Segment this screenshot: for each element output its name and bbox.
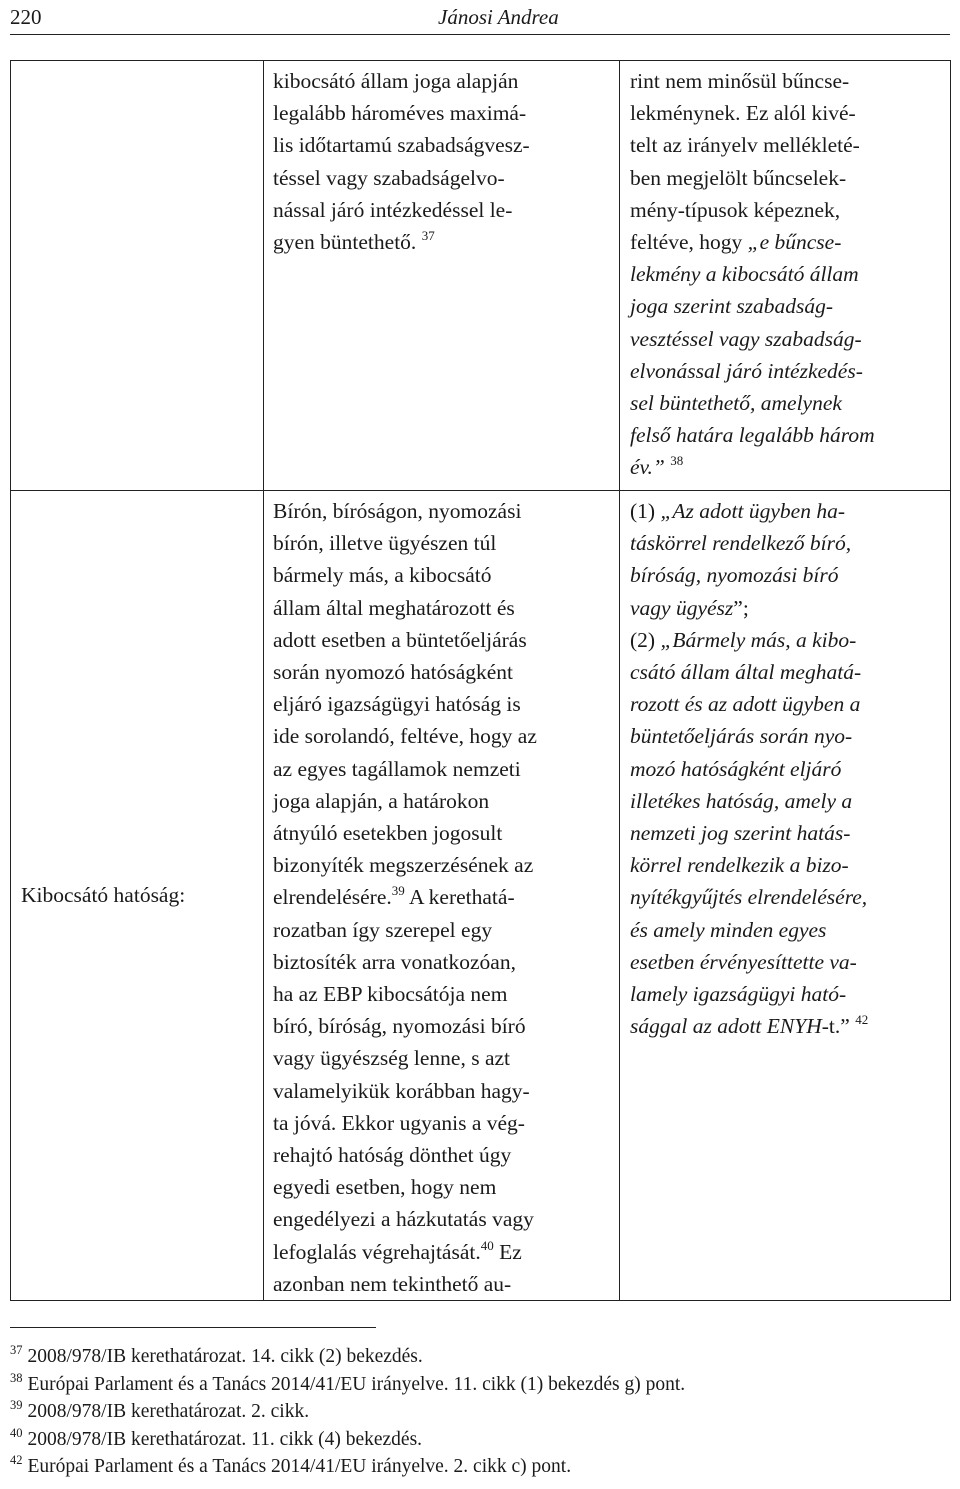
text-line: büntetőeljárás során nyo- [630, 724, 853, 749]
comparison-table [10, 60, 951, 1301]
footnote [10, 1398, 950, 1426]
text-line: csátó állam által meghatá- [630, 660, 862, 685]
text-line: egyedi esetben, hogy nem [273, 1175, 497, 1200]
text-line: mény-típusok képeznek, [630, 197, 841, 222]
text-line: esetben érvényesíttette va- [630, 949, 857, 974]
footnote-text: Európai Parlament és a Tanács 2014/41/EU irányelve. 2. cikk c) pont. [27, 1456, 572, 1478]
page-number: 220 [10, 5, 42, 29]
text-line: Bírón, bíróságon, nyomozási [273, 499, 522, 523]
label-cell [11, 491, 264, 1301]
table-row [11, 491, 951, 1301]
text-line: táskörrel rendelkező bíró, [630, 531, 852, 556]
text-line: nással járó intézkedéssel le- [273, 197, 513, 222]
running-head-author: Jánosi Andrea [438, 5, 559, 29]
text-line: telt az irányelv mellékleté- [630, 133, 860, 158]
text-line: és amely minden egyes [630, 917, 827, 942]
text-line: bíróság, nyomozási bíró [630, 563, 839, 588]
text-line: adott esetben a büntetőeljárás [273, 627, 527, 652]
text-line: rint nem minősül bűncse- [630, 69, 850, 93]
text-line: bizonyíték megszerzésének az [273, 853, 534, 878]
text-line: eljáró igazságügyi hatóság is [273, 692, 521, 717]
footnote-number: 40 [10, 1425, 23, 1440]
text-line: ben megjelölt bűncselek- [630, 165, 847, 190]
table-row [11, 61, 951, 491]
text-line: ta jóvá. Ekkor ugyanis a vég- [273, 1110, 525, 1135]
text-line: azonban nem tekinthető au- [273, 1271, 512, 1296]
text-line: (2) „Bármely más, a kibo- [630, 627, 857, 652]
text-line: vesztéssel vagy szabadság- [630, 326, 862, 351]
text-line: illetékes hatóság, amely a [630, 788, 853, 813]
label-cell-empty [11, 61, 264, 491]
text-line: gyen büntethető. $^{37}$ [273, 228, 435, 255]
footnote-text: 2008/978/IB kerethatározat. 11. cikk (4) bekezdés. [27, 1428, 423, 1450]
text-line: sággal az adott ENYH-t.” $^{42}$ [630, 1012, 869, 1039]
text-line: téssel vagy szabadságelvo- [273, 165, 505, 190]
text-line: bírón, illetve ügyészen túl [273, 531, 497, 556]
text-line: felső határa legalább három [630, 423, 875, 448]
footnote-ref[interactable]: 39 [391, 883, 405, 899]
text-line: az egyes tagállamok nemzeti [273, 756, 521, 781]
text-line: vagy ügyészség lenne, s azt [273, 1046, 511, 1071]
text-line: rozatban így szerepel egy [273, 917, 493, 942]
text-line: kibocsátó állam joga alapján [273, 69, 519, 93]
text-line: rehajtó hatóság dönthet úgy [273, 1143, 512, 1168]
text-line: feltéve, hogy „e bűncse- [630, 230, 842, 255]
text-line: mozó hatóságként eljáró [630, 756, 842, 781]
text-line: nemzeti jog szerint hatás- [630, 821, 851, 846]
footnote-number: 39 [10, 1398, 23, 1413]
footnotes [10, 1343, 950, 1481]
footnote-text: 2008/978/IB kerethatározat. 14. cikk (2) bekezdés. [27, 1346, 423, 1367]
text-line: ide sorolandó, feltéve, hogy az [273, 724, 537, 749]
footnote-number: 38 [10, 1370, 23, 1385]
text-line: (1) „Az adott ügyben ha- [630, 499, 845, 523]
text-line: elrendelésére.$^{39}$ A kerethatá- [273, 883, 515, 910]
text-line: lekménynek. Ez alól kivé- [630, 101, 856, 126]
footnote-text: 2008/978/IB kerethatározat. 2. cikk. [27, 1401, 310, 1423]
directive-cell [620, 491, 951, 1301]
text-line: év.” $^{38}$ [630, 453, 684, 480]
text-line: lekmény a kibocsátó állam [630, 262, 859, 287]
text-line: joga alapján, a határokon [273, 788, 490, 813]
text-line: elvonással járó intézkedés- [630, 358, 863, 383]
footnote-ref[interactable]: 37 [421, 228, 435, 244]
footnote-number: 42 [10, 1453, 23, 1468]
text-line: ha az EBP kibocsátója nem [273, 982, 508, 1007]
text-line: nyítékgyűjtés elrendelésére, [630, 885, 868, 910]
footnote-separator [10, 1327, 376, 1328]
text-line: átnyúló esetekben jogosult [273, 821, 503, 846]
framework-decision-cell [264, 61, 620, 491]
footnote-text: Európai Parlament és a Tanács 2014/41/EU irányelve. 11. cikk (1) bekezdés g) pont. [27, 1373, 686, 1395]
text-line: lamely igazságügyi ható- [630, 982, 847, 1007]
text-line: bíró, bíróság, nyomozási bíró [273, 1014, 526, 1039]
text-line: vagy ügyész”; [630, 595, 749, 620]
text-line: sel büntethető, amelynek [630, 391, 842, 416]
footnote-ref[interactable]: 38 [670, 453, 684, 469]
text-line: joga szerint szabadság- [630, 294, 834, 319]
text-line: lefoglalás végrehajtását.$^{40}$ Ez [273, 1237, 522, 1264]
footnote [10, 1426, 950, 1454]
row-label: Kibocsátó hatóság: [21, 883, 186, 908]
text-line: bármely más, a kibocsátó [273, 563, 492, 588]
text-line: során nyomozó hatóságként [273, 660, 514, 685]
text-line: biztosíték arra vonatkozóan, [273, 949, 516, 974]
text-line: valamelyikük korábban hagy- [273, 1078, 530, 1103]
framework-decision-cell [264, 491, 620, 1301]
text-line: rozott és az adott ügyben a [630, 692, 861, 717]
footnote-ref[interactable]: 42 [855, 1012, 869, 1028]
footnote-ref[interactable]: 40 [480, 1237, 494, 1253]
footnote-number: 37 [10, 1343, 23, 1357]
footnote [10, 1453, 950, 1481]
text-line: állam által meghatározott és [273, 595, 515, 620]
footnote [10, 1371, 950, 1399]
text-line: legalább hároméves maximá- [273, 101, 527, 126]
page-header [10, 0, 950, 35]
footnote [10, 1343, 950, 1371]
text-line: lis időtartamú szabadságvesz- [273, 133, 530, 158]
text-line: engedélyezi a házkutatás vagy [273, 1207, 534, 1232]
text-line: körrel rendelkezik a bizo- [630, 853, 849, 878]
directive-cell [620, 61, 951, 491]
